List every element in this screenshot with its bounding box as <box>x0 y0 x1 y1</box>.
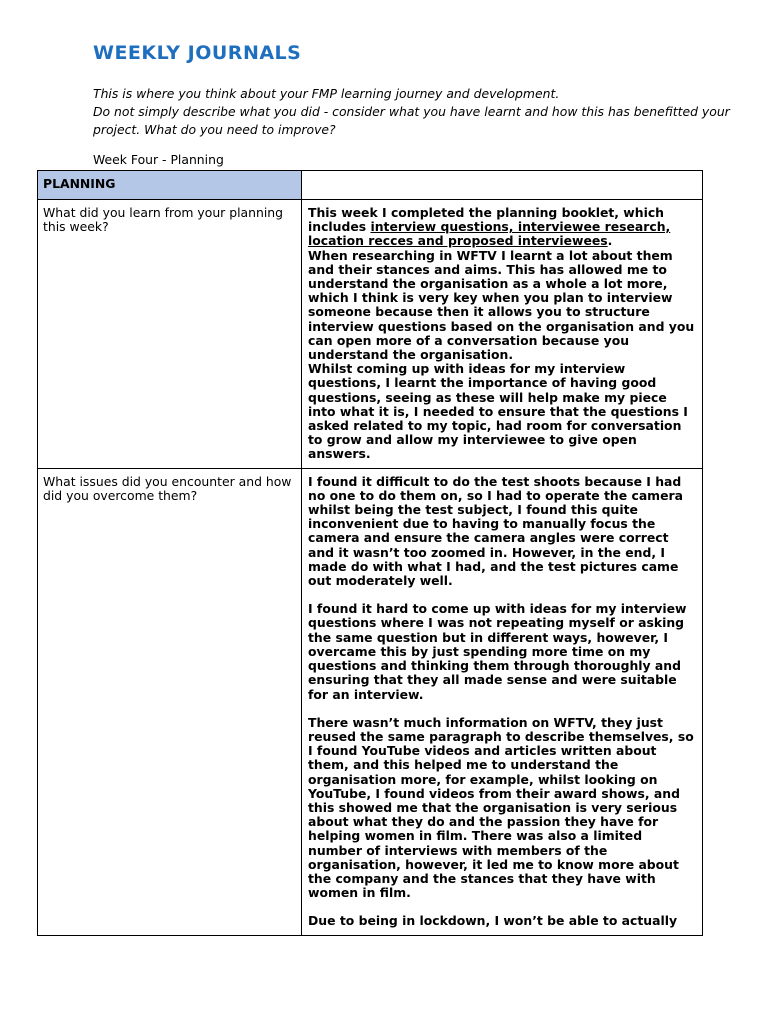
table-row <box>38 200 703 469</box>
answer-paragraph: I found it difficult to do the test shoots because I had no one to do them on, so I had to operate the camera whilst being the test subject, I found this quite inconvenient due to having to manually focus the camera and ensure the camera angles were correct and it wasn’t too zoomed in. However, in the end, I made do with what I had, and the test pictures came out moderately well. <box>308 473 683 589</box>
answer-paragraph: Whilst coming up with ideas for my interview questions, I learnt the importance of having good questions, seeing as these will help make my piece into what it is, I needed to ensure that the questions I asked related to my topic, had room for conversation to grow and allow my interviewee to give open answers. <box>308 361 688 462</box>
answer-paragraph: Due to being in lockdown, I won’t be able to actually <box>308 913 678 929</box>
answer-text: This week I completed the planning booklet, which includes <box>308 205 664 235</box>
table-row <box>38 468 703 935</box>
question-cell: What issues did you encounter and how did you overcome them? <box>38 468 302 935</box>
answer-paragraph: When researching in WFTV I learnt a lot about them and their stances and aims. This has allowed me to understand the organisation as a whole a lot more, which I think is very key when you plan to interview someone because then it allows you to structure interview questions based on the organisation and you can open more of a conversation because you understand the organisation. <box>308 247 695 363</box>
answer-paragraph <box>308 206 696 249</box>
table-header-cell: PLANNING <box>38 171 302 200</box>
answer-paragraph: I found it hard to come up with ideas for my interview questions where I was not repeating myself or asking the same question but in different ways, however, I overcame this by just spending more time on my questions and thinking them through thoroughly and ensuring that they all made sense and were suitable for an interview. <box>308 601 687 702</box>
table-header-empty-cell <box>302 171 703 200</box>
answer-underlined-text: interview questions, interviewee research, location recces and proposed interviewees <box>308 219 671 249</box>
week-label: Week Four - Planning <box>93 152 224 167</box>
intro-line-2: Do not simply describe what you did - consider what you have learnt and how this has benefitted your project. What do you need to improve? <box>93 104 730 137</box>
answer-cell <box>302 200 703 469</box>
answer-cell <box>302 468 703 935</box>
question-cell: What did you learn from your planning this week? <box>38 200 302 469</box>
intro-text <box>93 85 733 139</box>
answer-paragraph: There wasn’t much information on WFTV, they just reused the same paragraph to describe themselves, so I found YouTube videos and articles written about them, and this helped me to understand the organisation more, for example, whilst looking on YouTube, I found videos from their award shows, and this showed me that the organisation is very serious about what they do and the passion they have for helping women in film. There was also a limited number of interviews with members of the organisation, however, it led me to know more about the company and the stances that they have with women in film. <box>308 714 694 901</box>
table-header-row <box>38 171 703 200</box>
answer-text: . <box>607 233 613 249</box>
page-title: WEEKLY JOURNALS <box>93 42 302 64</box>
intro-line-1: This is where you think about your FMP learning journey and development. <box>93 86 560 101</box>
journal-table <box>37 170 703 936</box>
